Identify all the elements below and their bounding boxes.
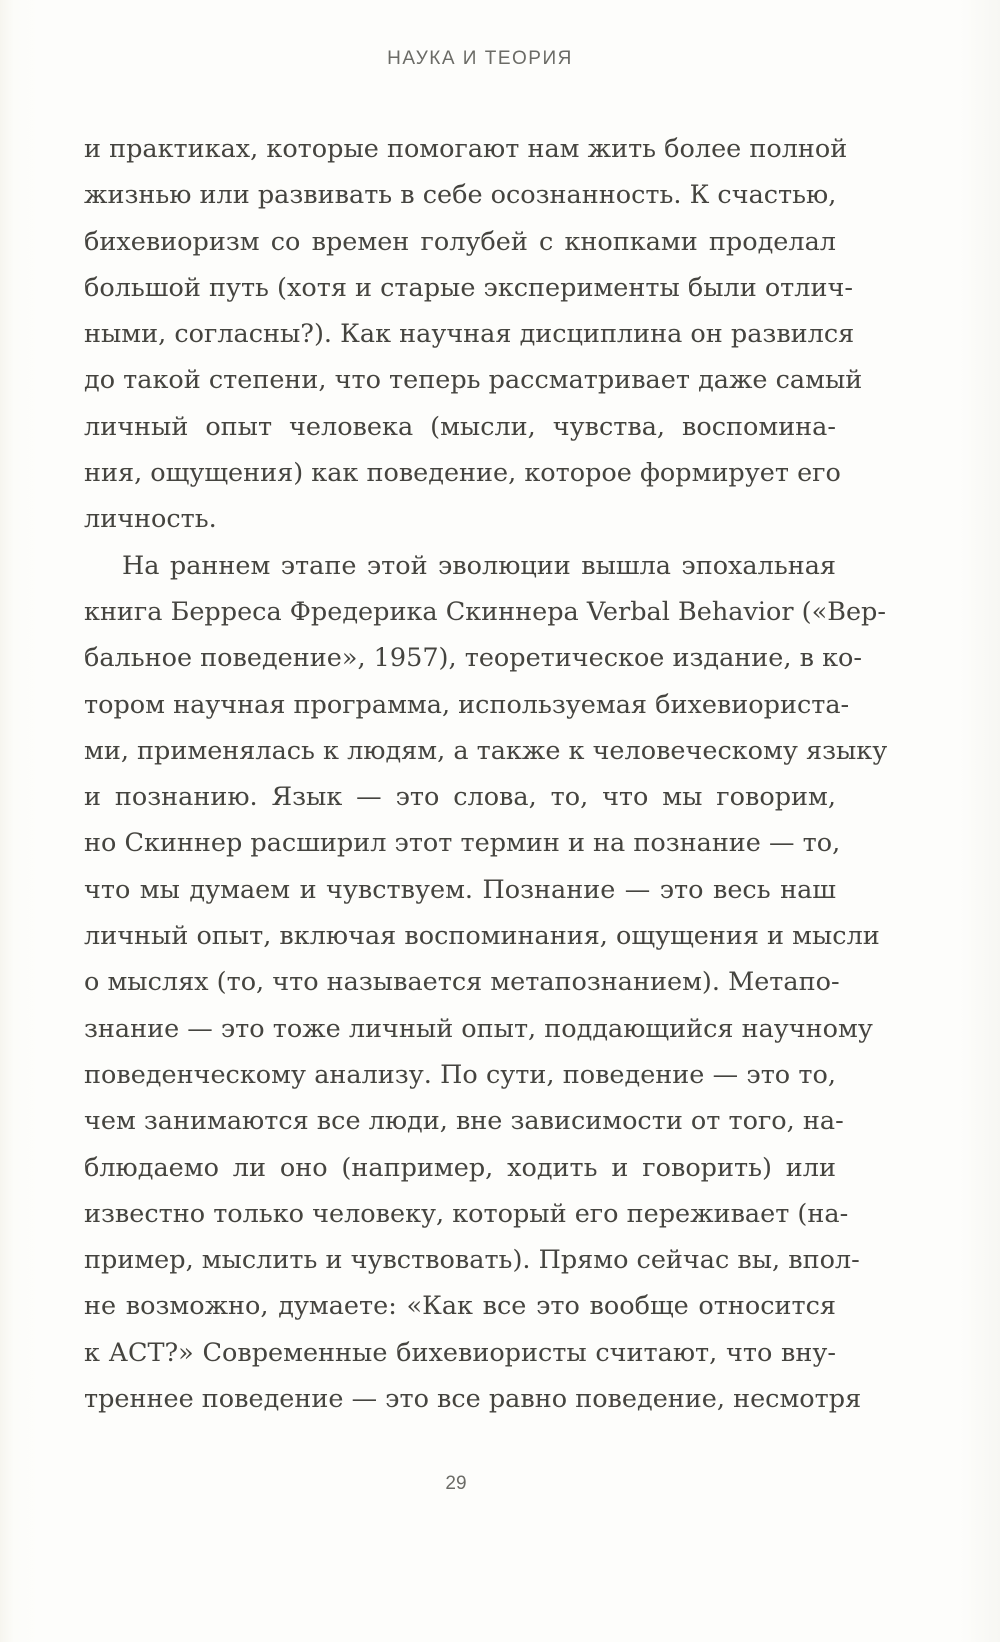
text-line: На раннем этапе этой эволюции вышла эпохальная bbox=[122, 550, 836, 581]
text-line: чем занимаются все люди, вне зависимости от того, на- bbox=[84, 1106, 844, 1137]
text-line: ными, согласны?). Как научная дисциплина он развился bbox=[84, 319, 855, 350]
text-line: личность. bbox=[84, 504, 217, 535]
text-line: но Скиннер расширил этот термин и на познание — то, bbox=[84, 828, 841, 859]
text-line: к АСТ?» Современные бихевиористы считают, что вну- bbox=[84, 1337, 836, 1368]
text-line: бальное поведение», 1957), теоретическое издание, в ко- bbox=[84, 643, 862, 674]
text-line: большой путь (хотя и старые эксперименты были отлич- bbox=[84, 272, 853, 303]
text-line: не возможно, думаете: «Как все это вообще относится bbox=[84, 1291, 836, 1322]
text-line: знание — это тоже личный опыт, поддающийся научному bbox=[84, 1013, 873, 1044]
text-line: личный опыт, включая воспоминания, ощущения и мысли bbox=[84, 921, 880, 952]
text-line: и познанию. Язык — это слова, то, что мы говорим, bbox=[84, 782, 836, 813]
text-line: ния, ощущения) как поведение, которое формирует его bbox=[84, 458, 841, 489]
body-text bbox=[84, 126, 888, 1422]
running-head: НАУКА И ТЕОРИЯ bbox=[387, 48, 573, 69]
text-line: известно только человеку, который его переживает (на- bbox=[84, 1198, 849, 1229]
text-line: пример, мыслить и чувствовать). Прямо сейчас вы, впол- bbox=[84, 1245, 860, 1276]
paragraph-2 bbox=[84, 543, 888, 1423]
text-line: блюдаемо ли оно (например, ходить и говорить) или bbox=[84, 1152, 836, 1183]
page-number: 29 bbox=[445, 1473, 467, 1494]
text-line: треннее поведение — это все равно поведение, несмотря bbox=[84, 1384, 862, 1415]
text-line: поведенческому анализу. По сути, поведение — это то, bbox=[84, 1059, 836, 1090]
text-line: до такой степени, что теперь рассматривает даже самый bbox=[84, 365, 863, 396]
text-line: бихевиоризм со времен голубей с кнопками проделал bbox=[84, 226, 836, 257]
text-line: ми, применялась к людям, а также к человеческому языку bbox=[84, 735, 888, 766]
text-line: и практиках, которые помогают нам жить более полной bbox=[84, 134, 848, 164]
text-line: жизнью или развивать в себе осознанность. К счастью, bbox=[84, 180, 837, 211]
paragraph-1 bbox=[84, 126, 863, 543]
text-line: тором научная программа, используемая бихевиориста- bbox=[84, 689, 850, 720]
text-line: о мыслях (то, что называется метапознанием). Метапо- bbox=[84, 967, 840, 998]
text-line: книга Берреса Фредерика Скиннера Verbal Behavior («Вер- bbox=[84, 596, 886, 627]
text-line: что мы думаем и чувствуем. Познание — это весь наш bbox=[84, 874, 836, 905]
text-line: личный опыт человека (мысли, чувства, воспомина- bbox=[84, 411, 836, 442]
